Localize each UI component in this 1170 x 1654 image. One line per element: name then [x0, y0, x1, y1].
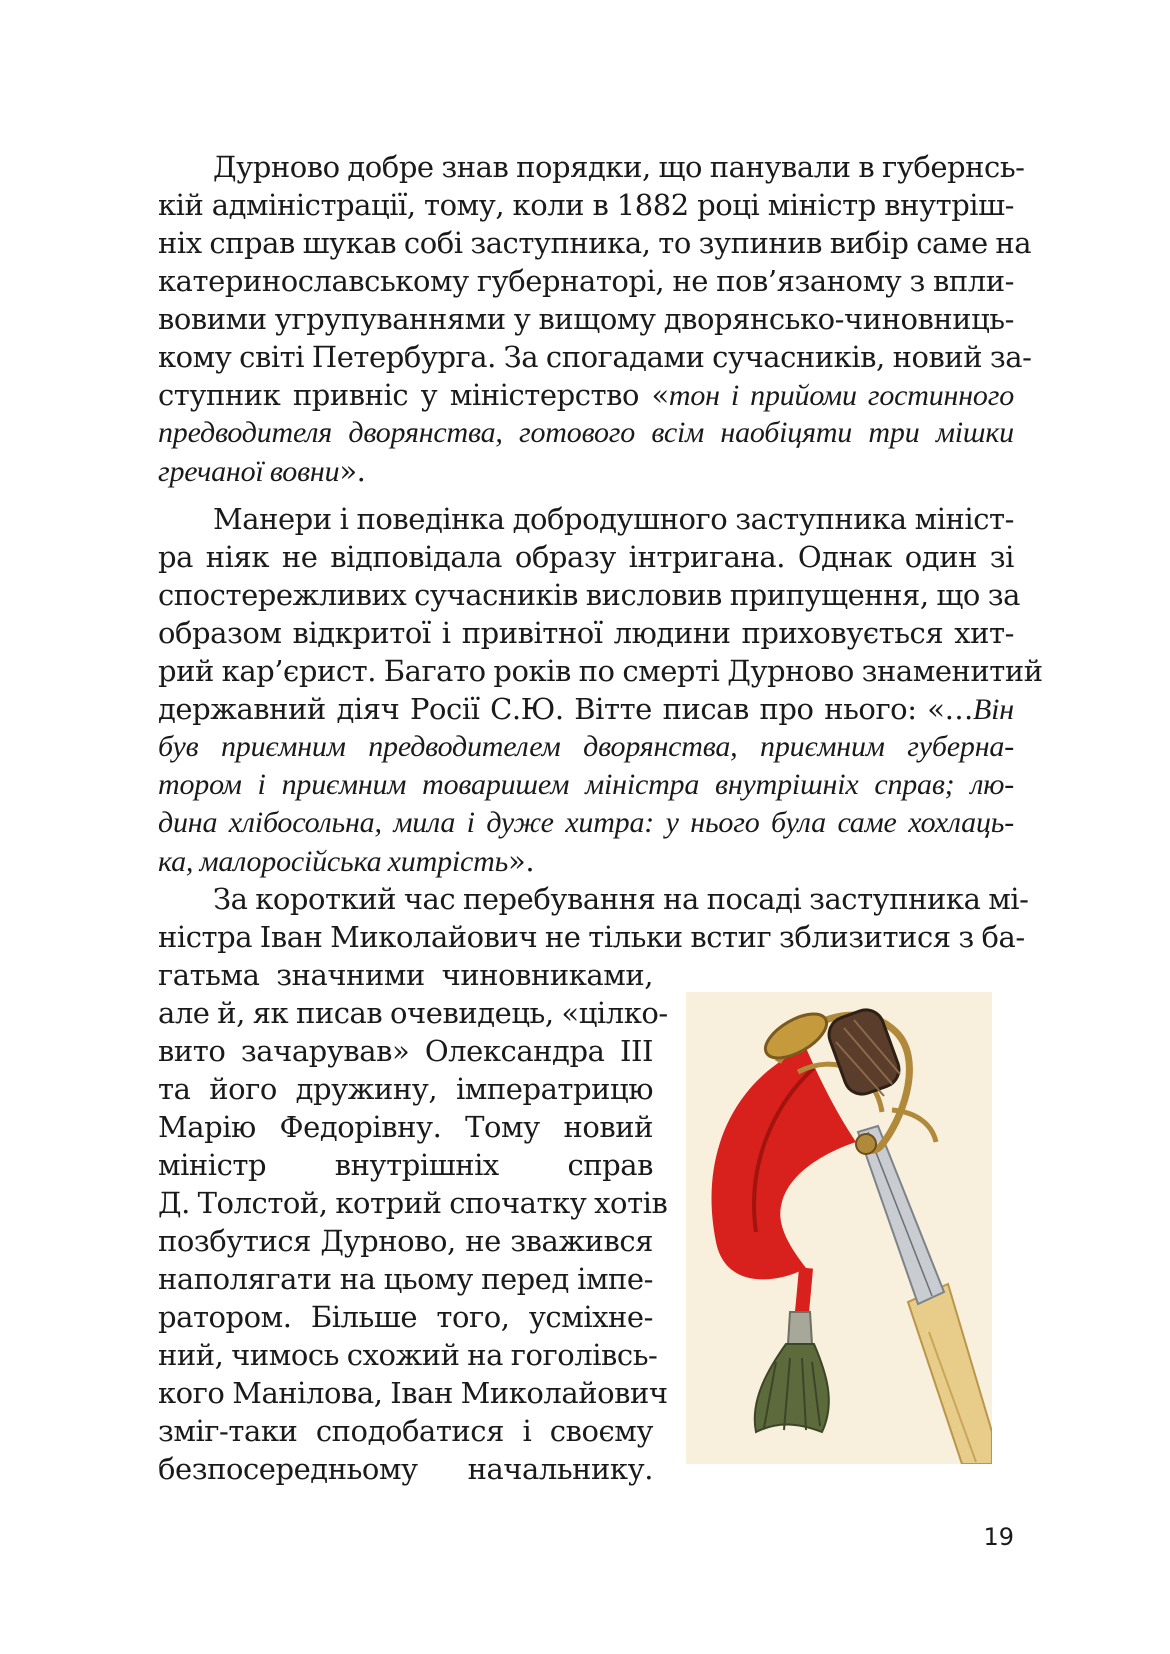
quote-text: гречаної вовни [158, 455, 340, 488]
text-line: ністра Іван Миколайович не тільки встиг зблизитися з ба- [158, 920, 1025, 954]
text-line: та його дружину, імператрицю [158, 1072, 653, 1106]
text-line: образом відкритої і привітної людини приховується хит- [158, 616, 1014, 650]
quote-text: Він [973, 693, 1014, 726]
text-line: наполягати на цьому перед імпе- [158, 1262, 653, 1296]
text-line: але й, як писав очевидець, «цілко- [158, 996, 668, 1030]
text-line: Д. Толстой, котрий спочатку хотів [158, 1186, 668, 1220]
text-line: ра ніяк не відповідала образу інтригана. Однак один зі [158, 540, 1014, 574]
text-line [158, 690, 1014, 728]
text-line: катеринославському губернаторі, не пов’язаному з впли- [158, 264, 1014, 298]
text-line: зміг-таки сподобатися і своєму [158, 1414, 653, 1448]
text-line: Дурново добре знав порядки, що панували в губернсь- [213, 150, 1025, 184]
text-line [158, 452, 1014, 490]
quote-text: тон і прийоми гостинного [668, 379, 1014, 412]
text-line: ний, чимось схожий на гоголівсь- [158, 1338, 658, 1372]
quote-text: ка, малоросійська хитрість [158, 845, 509, 878]
text-line: ніх справ шукав собі заступника, то зупинив вибір саме на [158, 226, 1032, 260]
quote-line: тором і приємним товаришем міністра внутрішніх справ; лю- [158, 768, 1014, 801]
line-text: ». [508, 844, 535, 878]
text-line: кому світі Петербурга. За спогадами сучасників, новий за- [158, 340, 1032, 374]
text-line: кого Манілова, Іван Миколайович [158, 1376, 668, 1410]
quote-line: був приємним предводителем дворянства, приємним губерна- [158, 730, 1014, 763]
text-line: міністр внутрішніх справ [158, 1148, 653, 1182]
text-line: безпосередньому начальнику. [158, 1452, 653, 1486]
text-line: спостережливих сучасників висловив припущення, що за [158, 578, 1020, 612]
page-number: 19 [983, 1523, 1014, 1551]
text-line: рий кар’єрист. Багато років по смерті Дурново знаменитий [158, 654, 1043, 688]
sabre-illustration [686, 992, 992, 1464]
text-line: позбутися Дурново, не зважився [158, 1224, 653, 1258]
quote-line: дина хлібосольна, мила і дуже хитра: у нього була саме хохлаць- [158, 806, 1014, 839]
quote-line: предводителя дворянства, готового всім наобіцяти три мішки [158, 416, 1014, 449]
text-line: За короткий час перебування на посаді заступника мі- [213, 882, 1029, 916]
text-line: ратором. Більше того, усміхне- [158, 1300, 653, 1334]
text-line: Марію Федорівну. Тому новий [158, 1110, 653, 1144]
line-text: ». [339, 454, 366, 488]
line-text: ступник привніс у міністерство « [158, 378, 669, 412]
text-line [158, 842, 1014, 880]
text-line: вовими угрупуваннями у вищому дворянсько-чиновниць- [158, 302, 1014, 336]
text-line: кій адміністрації, тому, коли в 1882 році міністр внутріш- [158, 188, 1014, 222]
line-text: державний діяч Росії С.Ю. Вітте писав про нього: «… [158, 692, 974, 726]
text-line: вито зачарував» Олександра III [158, 1034, 653, 1068]
text-line [158, 376, 1014, 414]
text-line: Манери і поведінка добродушного заступника мініст- [213, 502, 1014, 536]
sabre-icon [686, 992, 992, 1464]
text-line: гатьма значними чиновниками, [158, 958, 653, 992]
